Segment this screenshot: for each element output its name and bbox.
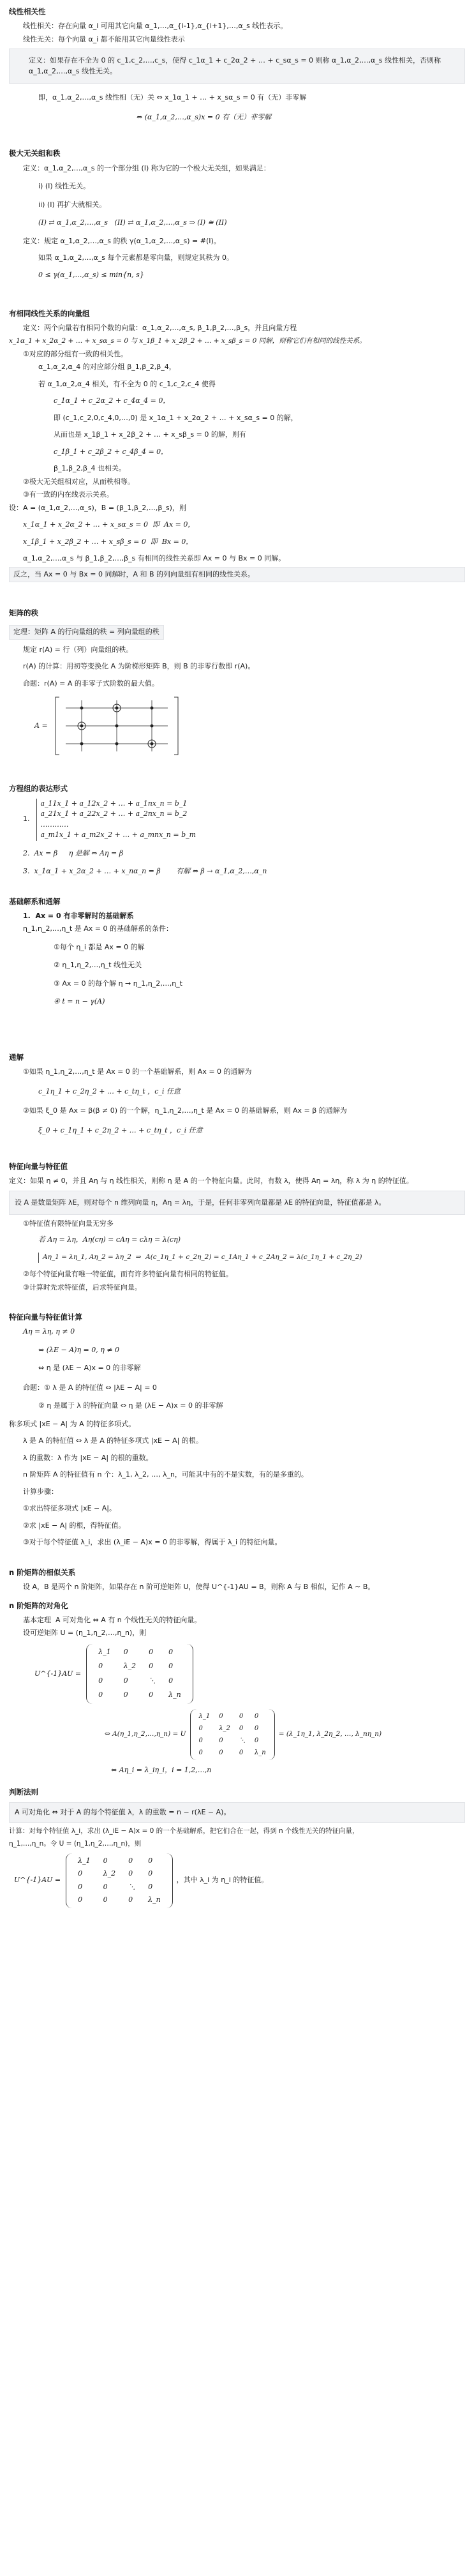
matrix-cell: 0 [219,1736,223,1744]
definition-text: 定义：如果 η ≠ 0，并且 Aη 与 η 线性相关，则称 η 是 A 的一个特征向量。此时，有数 λ，使得 Aη = λη，称 λ 为 η 的特征值。 [9,1177,413,1186]
text-line: 计算：对每个特征值 λ_i，求出 (λ_iE − A)x = 0 的一个基础解系，把它们合在一起，得到 n 个线性无关的特征向量， [9,1827,359,1835]
matrix-cell: ⋱ [149,1676,156,1685]
matrix-row [195,1747,270,1759]
section-same-relation [9,308,465,582]
matrix-row [92,1659,188,1674]
matrix-cell: 0 [98,1662,103,1671]
form-label: 1. [23,815,30,824]
text-line: 定义：规定 α_1,α_2,…,α_s 的秩 γ(α_1,α_2,…,α_s) = #(I)。 [23,236,221,245]
matrix-cell: λ_n [168,1691,181,1699]
definition-text: 设 A，B 是两个 n 阶矩阵，如果存在 n 阶可逆矩阵 U，使得 U^{-1}AU = B，则称 A 与 B 相似，记作 A ∼ B。 [23,1583,375,1591]
matrix-cell: λ_1 [98,1647,111,1656]
math-line: 0 ≤ γ(α_1,…,α_s) ≤ min{n, s} [38,270,144,279]
matrix-cell: 0 [78,1882,83,1891]
text-line: 线性无关：每个向量 α_i 都不能用其它向量线性表示 [23,34,185,43]
text-line: 设可逆矩阵 U = (η_1,η_2,…,η_n)，则 [23,1629,147,1638]
text-line: ②每个特征向量有唯一特征值，而有许多特征向量有相同的特征值。 [23,1270,233,1278]
matrix-cell: 0 [219,1749,223,1756]
text-line: r(A) 的计算：用初等变换化 A 为阶梯形矩阵 B，则 B 的非零行数即 r(A)。 [23,662,255,671]
step-line: ①求出特征多项式 |xE − A|。 [23,1504,116,1513]
math-line: ξ_0 + c_1η_1 + c_2η_2 + … + c_tη_t ，c_i 任意 [38,1126,203,1134]
math-line: 3. x_1α_1 + x_2α_2 + … + x_nα_n = β 有解 ⇔ β → α_1,α_2,…,α_n [23,867,267,875]
math-line: 2. Ax = β η 是解 ⇔ Aη = β [23,848,124,857]
condition-line: i) (I) 线性无关。 [38,182,91,190]
text-line: 定义：两个向量若有相同个数的向量：α_1,α_2,…,α_s, β_1,β_2,…,β_s，并且向量方程 [23,324,297,333]
section-maximal-independent [9,148,465,280]
matrix-cell: 0 [98,1676,103,1685]
math-line: c_1α_1 + c_2α_2 + c_4α_4 = 0， [54,396,170,405]
matrix-row [71,1881,167,1894]
matrix-cell: 0 [128,1869,133,1878]
section-similarity [9,1567,465,1593]
condition-line: ③ Ax = 0 的每个解 η → η_1,η_2,…,η_t [54,979,182,988]
matrix-cell: 0 [148,1882,153,1891]
math-line: x_1α_1 + x_2α_2 + … + x_sα_s = 0 与 x_1β_1 + x_2β_2 + … + x_sβ_s = 0 同解，则称它们有相同的线性关系。 [9,336,366,345]
section-characteristic [9,1312,465,1548]
text-line: 称多项式 |xE − A| 为 A 的特征多项式。 [9,1419,136,1428]
math-line: 若 Aη = λη，Aη(cη) = cAη = cλη = λ(cη) [38,1235,181,1244]
matrix-cell: 0 [98,1691,103,1699]
math-line: Aη = λη, η ≠ 0 [23,1327,75,1336]
matrix-cell: λ_n [148,1895,161,1904]
theorem-text: 基本定理 A 可对角化 ⇔ A 有 n 个线性无关的特征向量。 [23,1615,202,1624]
section-title: 特征向量与特征值计算 [9,1313,82,1322]
text-line: 从而也是 x_1β_1 + x_2β_2 + … + x_sβ_s = 0 的解，则有 [54,430,246,439]
section-title: 线性相关性 [9,7,46,16]
section-title: 方程组的表达形式 [9,784,68,794]
matrix-cell: 0 [149,1647,154,1656]
diag-equivalence-block [105,1709,465,1760]
matrix-cell: 0 [149,1691,154,1699]
section-eigen [9,1161,465,1293]
section-title: 通解 [9,1052,24,1062]
diag-matrix [66,1853,173,1908]
matrix-row [71,1867,167,1881]
matrix-cell: 0 [219,1712,223,1720]
section-diagonalization-rules [9,1787,465,1908]
text-line: η_1,η_2,…,η_t 是 Ax = 0 的基础解系的条件： [23,924,173,933]
text-line: 命题：① λ 是 A 的特征值 ⇔ |λE − A| = 0 [23,1383,157,1392]
matrix-cell: 0 [128,1856,133,1865]
matrix-table [92,1645,188,1703]
section-title: 矩阵的秩 [9,608,38,617]
matrix-row [195,1722,270,1735]
text-line: 如果 α_1,α_2,…,α_s 每个元素都是零向量，则规定其秩为 0。 [38,253,233,262]
section-basis-solutions [9,896,465,1007]
matrix-row [92,1674,188,1689]
matrix-cell: 0 [198,1736,203,1744]
matrix-label: A = [34,721,48,730]
text-line: 命题：r(A) = A 的非零子式阶数的最大值。 [23,679,159,688]
text-line: ② η 是属于 λ 的特征向量 ⇔ η 是 (λE − A)x = 0 的非零解 [38,1401,223,1410]
condition-line: ② η_1,η_2,…,η_t 线性无关 [54,961,142,970]
matrix-figure [34,694,465,758]
matrix-cell: ⋱ [239,1736,246,1744]
matrix-cell: 0 [239,1749,244,1756]
text-line: n 阶矩阵 A 的特征值有 n 个：λ_1, λ_2, …, λ_n，可能其中有的不是实数，有的是多重的。 [23,1470,308,1479]
text-line: ③计算时先求特征值，后求特征向量。 [23,1283,142,1292]
text-line: ①如果 η_1,η_2,…,η_t 是 Ax = 0 的一个基础解系，则 Ax = 0 的通解为 [23,1067,252,1076]
section-title: n 阶矩阵的相似关系 [9,1567,76,1577]
diag-matrix [86,1644,193,1704]
matrix-cell: 0 [148,1869,153,1878]
matrix-cell: 0 [123,1647,128,1656]
matrix-cell: 0 [128,1895,133,1904]
text-line: 即，α_1,α_2,…,α_s 线性相（无）关 ⇔ x_1α_1 + … + x_sα_s = 0 有（无）非零解 [38,93,307,102]
highlight-text: A 可对角化 ⇔ 对于 A 的每个特征值 λ，λ 的重数 = n − r(λE − A)。 [15,1807,231,1816]
equation-row: ………… [40,820,69,829]
text-line: 即 (c_1,c_2,0,c_4,0,…,0) 是 x_1α_1 + x_2α_2 + … + x_sα_s = 0 的解， [54,413,298,422]
matrix-cell: 0 [123,1676,128,1685]
highlight-text: 设 A 是数量矩阵 λE，则对每个 n 维列向量 η，Aη = λη，于是，任何非零列向量都是 λE 的特征向量，特征值都是 λ。 [15,1198,386,1207]
matrix-cell: 0 [148,1856,153,1865]
step-line: ③对于每个特征值 λ_i，求出 (λ_iE − A)x = 0 的非零解，得属于 λ_i 的特征向量。 [23,1538,282,1547]
eq-tail-expression: = (λ_1η_1, λ_2η_2, …, λ_nη_n) [278,1729,382,1738]
math-line: (I) ⇄ α_1,α_2,…,α_s (II) ⇄ α_1,α_2,…,α_s ⇒ (I) ≅ (II) [38,218,227,227]
matrix-cell: 0 [168,1647,174,1656]
section-title: 特征向量与特征值 [9,1162,68,1171]
matrix-cell: 0 [198,1724,203,1732]
text-line: ①特征值有限特征向量无穷多 [23,1219,114,1228]
system-block [9,799,465,841]
text-line: β_1,β_2,β_4 也相关。 [54,464,126,472]
matrix-cell: 0 [123,1691,128,1699]
matrix-row [195,1735,270,1747]
text-line: 规定 r(A) = 行（列）向量组的秩。 [23,645,133,654]
condition-line: ii) (I) 再扩大就相关。 [38,200,107,209]
section-title: 有相同线性关系的向量组 [9,309,90,318]
math-line: ⇔ Aη_i = λ_iη_i，i = 1,2,…,n [111,1765,212,1774]
text-line: 反之，当 Ax = 0 与 Bx = 0 同解时，A 和 B 的列向量组有相同的线性关系。 [9,567,465,583]
matrix-cell: 0 [254,1724,259,1732]
text-line: 若 α_1,α_2,α_4 相关，有不全为 0 的 c_1,c_2,c_4 使得 [38,379,216,388]
section-title: 极大无关组和秩 [9,149,61,158]
text-line: α_1,α_2,α_4 的对应部分组 β_1,β_2,β_4， [38,363,176,371]
matrix-cell: 0 [149,1662,154,1671]
math-line: Aη_1 = λη_1, Aη_2 = λη_2 ⇒ A(c_1η_1 + c_2η_2) = c_1Aη_1 + c_2Aη_2 = λ(c_1η_1 + c_2η_2) [38,1253,465,1263]
matrix-cell: 0 [103,1856,108,1865]
text-line: ③有一致的内在线表示关系。 [23,490,114,499]
math-line: ⇔ η 是 (λE − A)x = 0 的非零解 [38,1364,141,1373]
matrix-cell: λ_1 [198,1712,211,1720]
matrix-cell: 0 [78,1869,83,1878]
matrix-cell: 0 [103,1895,108,1904]
text-line: 定义：α_1,α_2,…,α_s 的一个部分组 (I) 称为它的一个极大无关组，如果满足： [23,163,270,172]
tail-text: ，其中 λ_i 为 η_i 的特征值。 [176,1876,269,1885]
section-general-solution [9,1052,465,1136]
text-line: 定理：矩阵 A 的行向量组的秩 = 列向量组的秩 [9,625,164,640]
matrix-row [71,1855,167,1868]
matrix-cell: 0 [239,1724,244,1732]
highlight-box [9,49,465,84]
section-diagonalization [9,1601,465,1776]
equation-row: a_m1x_1 + a_m2x_2 + … + a_mnx_n = b_m [40,831,196,839]
matrix-cell: 0 [239,1712,244,1720]
section-linear-dependence [9,6,465,123]
matrix-cell: 0 [168,1662,174,1671]
math-line: ⇔ (α_1,α_2,…,α_s)x = 0 有（无）非零解 [137,112,272,121]
text-line: ①对应的部分组有一致的相关性。 [23,349,128,358]
matrix-cell: 0 [198,1749,203,1756]
math-line: c_1η_1 + c_2η_2 + … + c_tη_t ，c_i 任意 [38,1087,181,1096]
text-line: 1. Ax = 0 有非零解时的基础解系 [23,911,134,920]
step-line: ②求 |xE − A| 的根，得特征值。 [23,1521,126,1530]
math-line: c_1β_1 + c_2β_2 + c_4β_4 = 0， [54,447,168,456]
section-title: 基础解系和通解 [9,896,61,906]
highlight-box [9,1802,465,1823]
matrix-cell: ⋱ [128,1882,136,1891]
text-line: ②极大无关组相对应，从而秩相等。 [23,477,135,486]
rank-grid-figure [53,694,181,758]
matrix-row [92,1688,188,1703]
matrix-cell: λ_n [254,1749,266,1756]
text-line: η_1,…,η_n。令 U = (η_1,η_2,…,η_n)，则 [9,1839,142,1848]
diag-matrix-block [34,1644,465,1704]
matrix-cell: λ_2 [123,1662,137,1671]
text-line: 设：A = (α_1,α_2,…,α_s)，B = (β_1,β_2,…,β_s)，则 [9,503,186,512]
equation-row: a_21x_1 + a_22x_2 + … + a_2nx_n = b_2 [40,810,188,818]
text-line: 计算步骤： [23,1487,58,1496]
text-line: λ 的重数：λ 作为 |xE − A| 的根的重数。 [23,1453,153,1462]
diag-matrix-small [190,1709,275,1760]
matrix-row [92,1645,188,1660]
matrix-cell: λ_1 [78,1856,91,1865]
matrix-table [71,1855,167,1907]
math-line: ⇔ (λE − A)η = 0, η ≠ 0 [38,1345,120,1354]
definition-text: 定义：如果存在不全为 0 的 c_1,c_2,…,c_s，使得 c_1α_1 + c_2α_2 + … + c_sα_s = 0 则称 α_1,α_2,…,α_s 线性相关，否则称 α_1,α_2,…,α_s 线性无关。 [29,56,443,75]
matrix-cell: 0 [103,1882,108,1891]
math-line: x_1β_1 + x_2β_2 + … + x_sβ_s = 0 即 Bx = 0， [23,537,193,546]
matrix-row [71,1894,167,1907]
matrix-cell: 0 [78,1895,83,1904]
lhs-expression: U^{-1}AU = [34,1669,82,1678]
text-line: 线性相关：存在向量 α_i 可用其它向量 α_1,…,α_{i-1},α_{i+1},…,α_s 线性表示。 [23,22,288,31]
text-line: α_1,α_2,…,α_s 与 β_1,β_2,…,β_s 有相同的线性关系即 Ax = 0 与 Bx = 0 同解。 [23,554,286,562]
matrix-cell: 0 [254,1712,259,1720]
diag-result-block [14,1853,465,1908]
condition-line: ④ t = n − γ(A) [54,997,105,1006]
equation-system [36,799,196,841]
matrix-row [195,1710,270,1722]
matrix-cell: λ_2 [103,1869,116,1878]
text-line: λ 是 A 的特征值 ⇔ λ 是 A 的特征多项式 |xE − A| 的根。 [23,1436,203,1445]
section-title: n 阶矩阵的对角化 [9,1601,68,1610]
iff-expression: ⇔ A(η_1,η_2,…,η_n) = U [105,1729,186,1738]
lhs-expression: U^{-1}AU = [14,1876,61,1885]
matrix-cell: λ_2 [219,1724,230,1732]
condition-line: ①每个 η_i 都是 Ax = 0 的解 [54,942,145,951]
section-equation-forms [9,783,465,877]
matrix-table [195,1710,270,1759]
highlight-box [9,1191,465,1216]
matrix-cell: 0 [254,1736,259,1744]
matrix-cell: 0 [168,1676,174,1685]
math-line: x_1α_1 + x_2α_2 + … + x_sα_s = 0 即 Ax = 0， [23,520,195,529]
equation-row: a_11x_1 + a_12x_2 + … + a_1nx_n = b_1 [40,799,188,808]
text-line: ②如果 ξ_0 是 Ax = β(β ≠ 0) 的一个解，η_1,η_2,…,η_t 是 Ax = 0 的基础解系，则 Ax = β 的通解为 [23,1106,347,1115]
section-title: 判断法则 [9,1788,38,1797]
section-matrix-rank [9,608,465,758]
